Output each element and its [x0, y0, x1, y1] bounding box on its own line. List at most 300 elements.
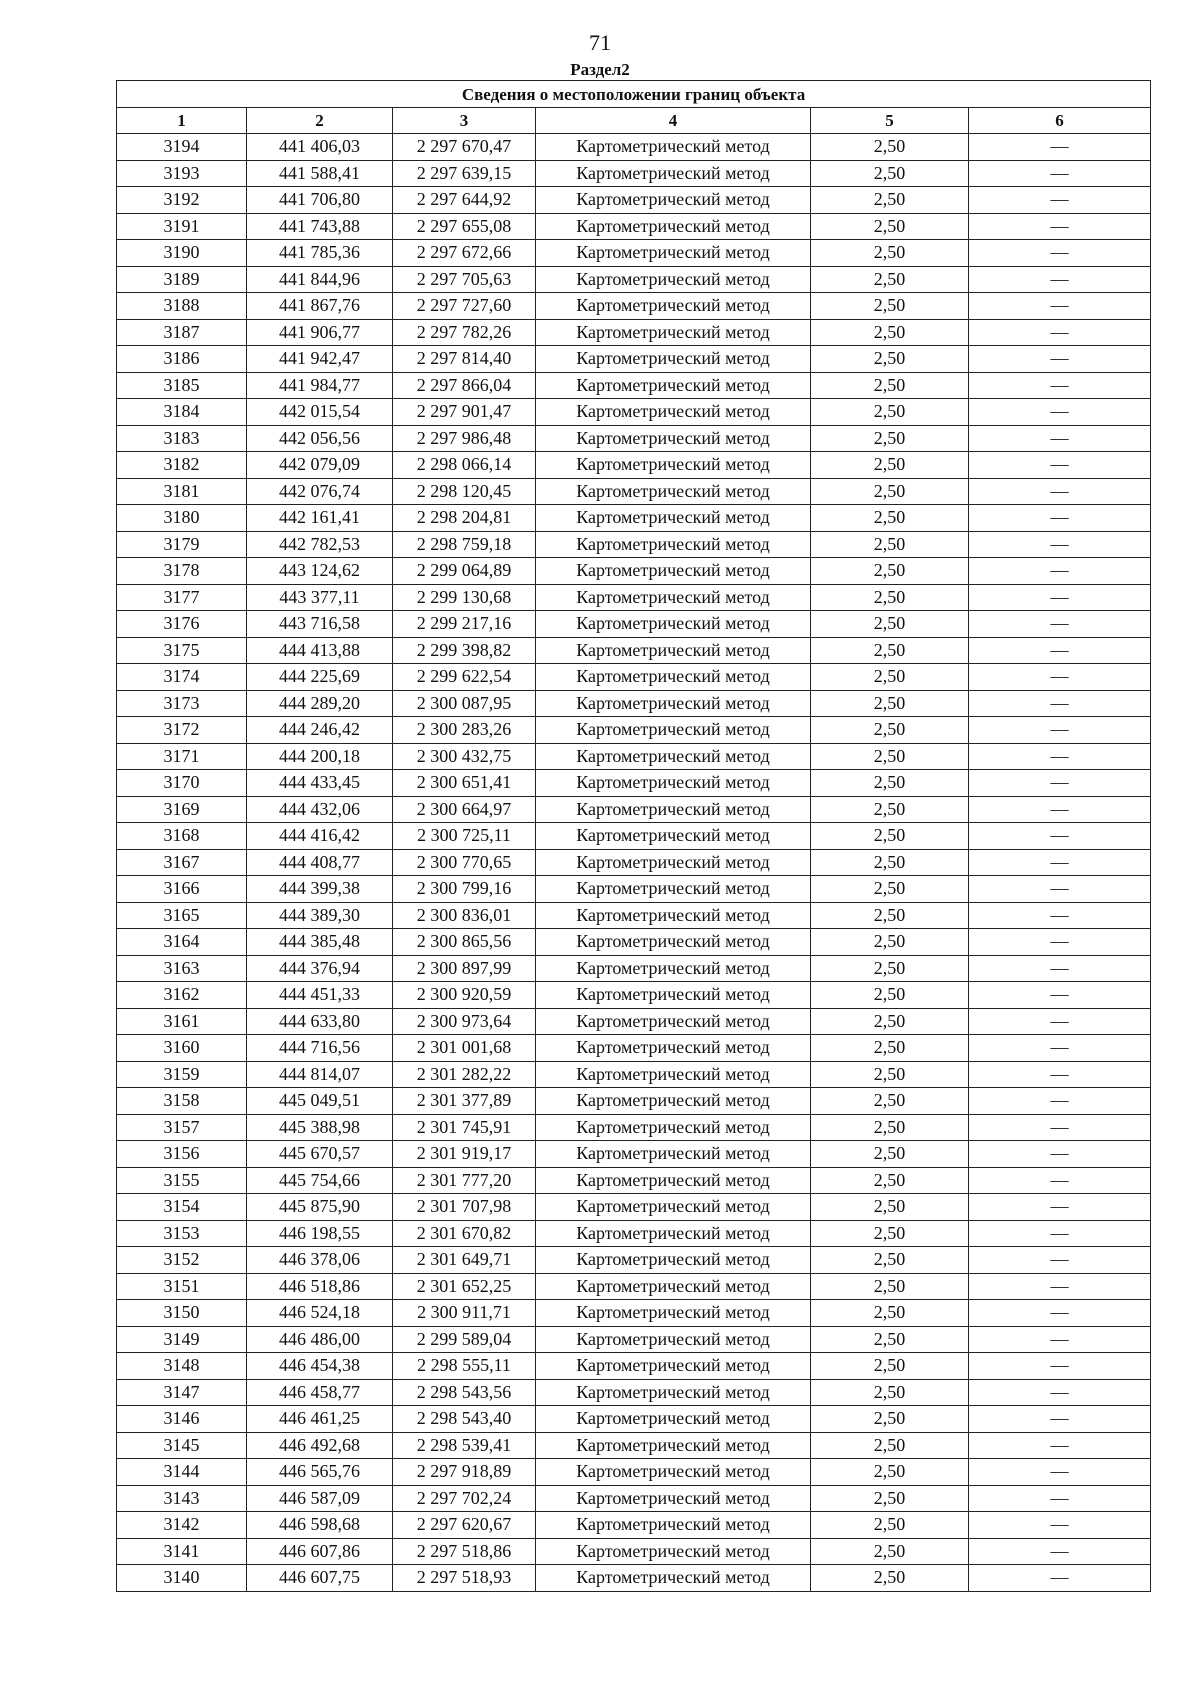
- description-cell: —: [969, 1247, 1151, 1274]
- table-row: [117, 955, 1151, 982]
- x-coordinate-cell: 445 670,57: [247, 1141, 393, 1168]
- method-cell: Картометрический метод: [536, 1273, 811, 1300]
- method-cell: Картометрический метод: [536, 1379, 811, 1406]
- point-number-cell: 3147: [117, 1379, 247, 1406]
- description-cell: —: [969, 849, 1151, 876]
- x-coordinate-cell: 446 454,38: [247, 1353, 393, 1380]
- y-coordinate-cell: 2 300 087,95: [393, 690, 536, 717]
- description-cell: —: [969, 1220, 1151, 1247]
- table-row: [117, 319, 1151, 346]
- y-coordinate-cell: 2 301 919,17: [393, 1141, 536, 1168]
- x-coordinate-cell: 446 492,68: [247, 1432, 393, 1459]
- method-cell: Картометрический метод: [536, 160, 811, 187]
- x-coordinate-cell: 446 378,06: [247, 1247, 393, 1274]
- y-coordinate-cell: 2 301 777,20: [393, 1167, 536, 1194]
- y-coordinate-cell: 2 300 836,01: [393, 902, 536, 929]
- point-number-cell: 3157: [117, 1114, 247, 1141]
- y-coordinate-cell: 2 297 901,47: [393, 399, 536, 426]
- point-number-cell: 3186: [117, 346, 247, 373]
- table-row: [117, 452, 1151, 479]
- description-cell: —: [969, 558, 1151, 585]
- accuracy-cell: 2,50: [811, 372, 969, 399]
- accuracy-cell: 2,50: [811, 1220, 969, 1247]
- table-row: [117, 346, 1151, 373]
- accuracy-cell: 2,50: [811, 1565, 969, 1592]
- y-coordinate-cell: 2 300 432,75: [393, 743, 536, 770]
- description-cell: —: [969, 1194, 1151, 1221]
- method-cell: Картометрический метод: [536, 1088, 811, 1115]
- y-coordinate-cell: 2 301 670,82: [393, 1220, 536, 1247]
- point-number-cell: 3194: [117, 134, 247, 161]
- y-coordinate-cell: 2 300 973,64: [393, 1008, 536, 1035]
- point-number-cell: 3175: [117, 637, 247, 664]
- table-caption-row: [117, 81, 1151, 108]
- y-coordinate-cell: 2 297 866,04: [393, 372, 536, 399]
- accuracy-cell: 2,50: [811, 664, 969, 691]
- table-row: [117, 1353, 1151, 1380]
- table-row: [117, 1432, 1151, 1459]
- description-cell: —: [969, 770, 1151, 797]
- point-number-cell: 3185: [117, 372, 247, 399]
- accuracy-cell: 2,50: [811, 849, 969, 876]
- method-cell: Картометрический метод: [536, 346, 811, 373]
- point-number-cell: 3173: [117, 690, 247, 717]
- y-coordinate-cell: 2 300 799,16: [393, 876, 536, 903]
- column-number: 3: [393, 108, 536, 134]
- accuracy-cell: 2,50: [811, 293, 969, 320]
- x-coordinate-cell: 444 413,88: [247, 637, 393, 664]
- accuracy-cell: 2,50: [811, 1326, 969, 1353]
- accuracy-cell: 2,50: [811, 1379, 969, 1406]
- method-cell: Картометрический метод: [536, 1167, 811, 1194]
- accuracy-cell: 2,50: [811, 1406, 969, 1433]
- point-number-cell: 3148: [117, 1353, 247, 1380]
- x-coordinate-cell: 442 056,56: [247, 425, 393, 452]
- point-number-cell: 3169: [117, 796, 247, 823]
- method-cell: Картометрический метод: [536, 717, 811, 744]
- x-coordinate-cell: 442 015,54: [247, 399, 393, 426]
- accuracy-cell: 2,50: [811, 425, 969, 452]
- method-cell: Картометрический метод: [536, 399, 811, 426]
- table-row: [117, 690, 1151, 717]
- page-number: 71: [589, 30, 611, 55]
- point-number-cell: 3193: [117, 160, 247, 187]
- accuracy-cell: 2,50: [811, 1353, 969, 1380]
- column-number: 4: [536, 108, 811, 134]
- point-number-cell: 3179: [117, 531, 247, 558]
- accuracy-cell: 2,50: [811, 1273, 969, 1300]
- description-cell: —: [969, 1538, 1151, 1565]
- table-row: [117, 1565, 1151, 1592]
- accuracy-cell: 2,50: [811, 902, 969, 929]
- y-coordinate-cell: 2 297 670,47: [393, 134, 536, 161]
- x-coordinate-cell: 444 376,94: [247, 955, 393, 982]
- accuracy-cell: 2,50: [811, 1035, 969, 1062]
- y-coordinate-cell: 2 297 918,89: [393, 1459, 536, 1486]
- x-coordinate-cell: 446 518,86: [247, 1273, 393, 1300]
- point-number-cell: 3166: [117, 876, 247, 903]
- point-number-cell: 3141: [117, 1538, 247, 1565]
- x-coordinate-cell: 443 716,58: [247, 611, 393, 638]
- table-row: [117, 717, 1151, 744]
- x-coordinate-cell: 444 451,33: [247, 982, 393, 1009]
- description-cell: —: [969, 717, 1151, 744]
- x-coordinate-cell: 444 399,38: [247, 876, 393, 903]
- point-number-cell: 3183: [117, 425, 247, 452]
- table-row: [117, 929, 1151, 956]
- method-cell: Картометрический метод: [536, 1114, 811, 1141]
- description-cell: —: [969, 372, 1151, 399]
- table-row: [117, 1538, 1151, 1565]
- x-coordinate-cell: 444 814,07: [247, 1061, 393, 1088]
- method-cell: Картометрический метод: [536, 293, 811, 320]
- table-row: [117, 160, 1151, 187]
- x-coordinate-cell: 446 461,25: [247, 1406, 393, 1433]
- description-cell: —: [969, 1485, 1151, 1512]
- point-number-cell: 3168: [117, 823, 247, 850]
- description-cell: —: [969, 1273, 1151, 1300]
- x-coordinate-cell: 446 458,77: [247, 1379, 393, 1406]
- method-cell: Картометрический метод: [536, 1220, 811, 1247]
- point-number-cell: 3150: [117, 1300, 247, 1327]
- table-row: [117, 240, 1151, 267]
- point-number-cell: 3188: [117, 293, 247, 320]
- method-cell: Картометрический метод: [536, 1459, 811, 1486]
- table-row: [117, 266, 1151, 293]
- accuracy-cell: 2,50: [811, 1300, 969, 1327]
- y-coordinate-cell: 2 297 672,66: [393, 240, 536, 267]
- y-coordinate-cell: 2 299 217,16: [393, 611, 536, 638]
- description-cell: —: [969, 1061, 1151, 1088]
- method-cell: Картометрический метод: [536, 1406, 811, 1433]
- table-row: [117, 743, 1151, 770]
- table-row: [117, 849, 1151, 876]
- x-coordinate-cell: 442 782,53: [247, 531, 393, 558]
- point-number-cell: 3143: [117, 1485, 247, 1512]
- y-coordinate-cell: 2 301 282,22: [393, 1061, 536, 1088]
- x-coordinate-cell: 446 587,09: [247, 1485, 393, 1512]
- method-cell: Картометрический метод: [536, 929, 811, 956]
- method-cell: Картометрический метод: [536, 1008, 811, 1035]
- table-row: [117, 664, 1151, 691]
- table-row: [117, 1300, 1151, 1327]
- accuracy-cell: 2,50: [811, 743, 969, 770]
- method-cell: Картометрический метод: [536, 1141, 811, 1168]
- y-coordinate-cell: 2 297 702,24: [393, 1485, 536, 1512]
- y-coordinate-cell: 2 298 543,40: [393, 1406, 536, 1433]
- x-coordinate-cell: 445 754,66: [247, 1167, 393, 1194]
- accuracy-cell: 2,50: [811, 399, 969, 426]
- point-number-cell: 3154: [117, 1194, 247, 1221]
- x-coordinate-cell: 444 385,48: [247, 929, 393, 956]
- table-row: [117, 1035, 1151, 1062]
- accuracy-cell: 2,50: [811, 717, 969, 744]
- point-number-cell: 3176: [117, 611, 247, 638]
- table-row: [117, 1459, 1151, 1486]
- method-cell: Картометрический метод: [536, 1353, 811, 1380]
- accuracy-cell: 2,50: [811, 1088, 969, 1115]
- y-coordinate-cell: 2 301 649,71: [393, 1247, 536, 1274]
- accuracy-cell: 2,50: [811, 266, 969, 293]
- y-coordinate-cell: 2 297 620,67: [393, 1512, 536, 1539]
- x-coordinate-cell: 446 607,75: [247, 1565, 393, 1592]
- accuracy-cell: 2,50: [811, 1432, 969, 1459]
- accuracy-cell: 2,50: [811, 134, 969, 161]
- method-cell: Картометрический метод: [536, 770, 811, 797]
- column-number: 1: [117, 108, 247, 134]
- method-cell: Картометрический метод: [536, 584, 811, 611]
- description-cell: —: [969, 1088, 1151, 1115]
- description-cell: —: [969, 876, 1151, 903]
- table-body: [117, 134, 1151, 1592]
- y-coordinate-cell: 2 299 398,82: [393, 637, 536, 664]
- table-row: [117, 1512, 1151, 1539]
- x-coordinate-cell: 446 524,18: [247, 1300, 393, 1327]
- accuracy-cell: 2,50: [811, 1114, 969, 1141]
- y-coordinate-cell: 2 298 120,45: [393, 478, 536, 505]
- point-number-cell: 3189: [117, 266, 247, 293]
- method-cell: Картометрический метод: [536, 1061, 811, 1088]
- description-cell: —: [969, 1353, 1151, 1380]
- description-cell: —: [969, 1035, 1151, 1062]
- y-coordinate-cell: 2 297 518,86: [393, 1538, 536, 1565]
- y-coordinate-cell: 2 298 539,41: [393, 1432, 536, 1459]
- method-cell: Картометрический метод: [536, 955, 811, 982]
- point-number-cell: 3165: [117, 902, 247, 929]
- point-number-cell: 3153: [117, 1220, 247, 1247]
- accuracy-cell: 2,50: [811, 929, 969, 956]
- x-coordinate-cell: 444 225,69: [247, 664, 393, 691]
- table-row: [117, 982, 1151, 1009]
- point-number-cell: 3184: [117, 399, 247, 426]
- method-cell: Картометрический метод: [536, 531, 811, 558]
- method-cell: Картометрический метод: [536, 452, 811, 479]
- method-cell: Картометрический метод: [536, 690, 811, 717]
- accuracy-cell: 2,50: [811, 558, 969, 585]
- method-cell: Картометрический метод: [536, 1194, 811, 1221]
- y-coordinate-cell: 2 297 639,15: [393, 160, 536, 187]
- x-coordinate-cell: 441 942,47: [247, 346, 393, 373]
- accuracy-cell: 2,50: [811, 478, 969, 505]
- x-coordinate-cell: 442 161,41: [247, 505, 393, 532]
- y-coordinate-cell: 2 297 782,26: [393, 319, 536, 346]
- table-row: [117, 584, 1151, 611]
- point-number-cell: 3146: [117, 1406, 247, 1433]
- description-cell: —: [969, 266, 1151, 293]
- y-coordinate-cell: 2 300 897,99: [393, 955, 536, 982]
- point-number-cell: 3163: [117, 955, 247, 982]
- table-row: [117, 1247, 1151, 1274]
- accuracy-cell: 2,50: [811, 213, 969, 240]
- y-coordinate-cell: 2 298 204,81: [393, 505, 536, 532]
- accuracy-cell: 2,50: [811, 240, 969, 267]
- point-number-cell: 3156: [117, 1141, 247, 1168]
- method-cell: Картометрический метод: [536, 240, 811, 267]
- point-number-cell: 3192: [117, 187, 247, 214]
- x-coordinate-cell: 441 844,96: [247, 266, 393, 293]
- y-coordinate-cell: 2 300 283,26: [393, 717, 536, 744]
- x-coordinate-cell: 445 388,98: [247, 1114, 393, 1141]
- accuracy-cell: 2,50: [811, 1512, 969, 1539]
- method-cell: Картометрический метод: [536, 1512, 811, 1539]
- point-number-cell: 3171: [117, 743, 247, 770]
- point-number-cell: 3170: [117, 770, 247, 797]
- method-cell: Картометрический метод: [536, 902, 811, 929]
- x-coordinate-cell: 442 076,74: [247, 478, 393, 505]
- description-cell: —: [969, 637, 1151, 664]
- accuracy-cell: 2,50: [811, 187, 969, 214]
- x-coordinate-cell: 444 289,20: [247, 690, 393, 717]
- column-number: 2: [247, 108, 393, 134]
- accuracy-cell: 2,50: [811, 955, 969, 982]
- table-row: [117, 531, 1151, 558]
- description-cell: —: [969, 1512, 1151, 1539]
- method-cell: Картометрический метод: [536, 1485, 811, 1512]
- point-number-cell: 3160: [117, 1035, 247, 1062]
- x-coordinate-cell: 441 906,77: [247, 319, 393, 346]
- point-number-cell: 3152: [117, 1247, 247, 1274]
- table-row: [117, 293, 1151, 320]
- table-row: [117, 902, 1151, 929]
- table-row: [117, 611, 1151, 638]
- description-cell: —: [969, 319, 1151, 346]
- y-coordinate-cell: 2 300 911,71: [393, 1300, 536, 1327]
- table-row: [117, 213, 1151, 240]
- accuracy-cell: 2,50: [811, 452, 969, 479]
- method-cell: Картометрический метод: [536, 372, 811, 399]
- table-row: [117, 1141, 1151, 1168]
- description-cell: —: [969, 452, 1151, 479]
- point-number-cell: 3140: [117, 1565, 247, 1592]
- accuracy-cell: 2,50: [811, 531, 969, 558]
- method-cell: Картометрический метод: [536, 637, 811, 664]
- table-row: [117, 1008, 1151, 1035]
- x-coordinate-cell: 443 124,62: [247, 558, 393, 585]
- description-cell: —: [969, 478, 1151, 505]
- y-coordinate-cell: 2 297 644,92: [393, 187, 536, 214]
- x-coordinate-cell: 445 875,90: [247, 1194, 393, 1221]
- point-number-cell: 3187: [117, 319, 247, 346]
- x-coordinate-cell: 443 377,11: [247, 584, 393, 611]
- accuracy-cell: 2,50: [811, 505, 969, 532]
- point-number-cell: 3162: [117, 982, 247, 1009]
- description-cell: —: [969, 1300, 1151, 1327]
- description-cell: —: [969, 611, 1151, 638]
- x-coordinate-cell: 444 416,42: [247, 823, 393, 850]
- accuracy-cell: 2,50: [811, 1485, 969, 1512]
- y-coordinate-cell: 2 301 001,68: [393, 1035, 536, 1062]
- table-caption: Сведения о местоположении границ объекта: [117, 81, 1151, 108]
- table-row: [117, 187, 1151, 214]
- x-coordinate-cell: 444 433,45: [247, 770, 393, 797]
- description-cell: —: [969, 1114, 1151, 1141]
- description-cell: —: [969, 1167, 1151, 1194]
- method-cell: Картометрический метод: [536, 1247, 811, 1274]
- accuracy-cell: 2,50: [811, 823, 969, 850]
- column-number: 6: [969, 108, 1151, 134]
- table-row: [117, 134, 1151, 161]
- point-number-cell: 3180: [117, 505, 247, 532]
- y-coordinate-cell: 2 300 664,97: [393, 796, 536, 823]
- description-cell: —: [969, 929, 1151, 956]
- x-coordinate-cell: 446 598,68: [247, 1512, 393, 1539]
- table-row: [117, 1379, 1151, 1406]
- section-title: Раздел2: [570, 60, 630, 79]
- x-coordinate-cell: 444 432,06: [247, 796, 393, 823]
- description-cell: —: [969, 134, 1151, 161]
- accuracy-cell: 2,50: [811, 637, 969, 664]
- description-cell: —: [969, 690, 1151, 717]
- description-cell: —: [969, 293, 1151, 320]
- description-cell: —: [969, 902, 1151, 929]
- description-cell: —: [969, 346, 1151, 373]
- point-number-cell: 3167: [117, 849, 247, 876]
- point-number-cell: 3178: [117, 558, 247, 585]
- x-coordinate-cell: 445 049,51: [247, 1088, 393, 1115]
- table-row: [117, 1273, 1151, 1300]
- method-cell: Картометрический метод: [536, 849, 811, 876]
- description-cell: —: [969, 955, 1151, 982]
- method-cell: Картометрический метод: [536, 1432, 811, 1459]
- description-cell: —: [969, 505, 1151, 532]
- accuracy-cell: 2,50: [811, 1459, 969, 1486]
- accuracy-cell: 2,50: [811, 346, 969, 373]
- point-number-cell: 3144: [117, 1459, 247, 1486]
- method-cell: Картометрический метод: [536, 213, 811, 240]
- point-number-cell: 3142: [117, 1512, 247, 1539]
- accuracy-cell: 2,50: [811, 1167, 969, 1194]
- x-coordinate-cell: 442 079,09: [247, 452, 393, 479]
- description-cell: —: [969, 584, 1151, 611]
- point-number-cell: 3159: [117, 1061, 247, 1088]
- y-coordinate-cell: 2 298 759,18: [393, 531, 536, 558]
- table-row: [117, 1194, 1151, 1221]
- method-cell: Картометрический метод: [536, 664, 811, 691]
- description-cell: —: [969, 213, 1151, 240]
- method-cell: Картометрический метод: [536, 743, 811, 770]
- table-row: [117, 1406, 1151, 1433]
- point-number-cell: 3177: [117, 584, 247, 611]
- table-row: [117, 637, 1151, 664]
- y-coordinate-cell: 2 297 655,08: [393, 213, 536, 240]
- method-cell: Картометрический метод: [536, 505, 811, 532]
- table-row: [117, 558, 1151, 585]
- x-coordinate-cell: 441 743,88: [247, 213, 393, 240]
- boundary-coordinates-table: [116, 80, 1151, 1592]
- table-row: [117, 1220, 1151, 1247]
- accuracy-cell: 2,50: [811, 584, 969, 611]
- accuracy-cell: 2,50: [811, 160, 969, 187]
- table-row: [117, 770, 1151, 797]
- table-row: [117, 1061, 1151, 1088]
- table-row: [117, 425, 1151, 452]
- accuracy-cell: 2,50: [811, 1061, 969, 1088]
- x-coordinate-cell: 446 607,86: [247, 1538, 393, 1565]
- x-coordinate-cell: 441 867,76: [247, 293, 393, 320]
- y-coordinate-cell: 2 300 651,41: [393, 770, 536, 797]
- method-cell: Картометрический метод: [536, 611, 811, 638]
- method-cell: Картометрический метод: [536, 478, 811, 505]
- method-cell: Картометрический метод: [536, 982, 811, 1009]
- description-cell: —: [969, 1459, 1151, 1486]
- description-cell: —: [969, 1406, 1151, 1433]
- table-row: [117, 1326, 1151, 1353]
- point-number-cell: 3155: [117, 1167, 247, 1194]
- method-cell: Картометрический метод: [536, 1565, 811, 1592]
- accuracy-cell: 2,50: [811, 1247, 969, 1274]
- method-cell: Картометрический метод: [536, 187, 811, 214]
- y-coordinate-cell: 2 298 555,11: [393, 1353, 536, 1380]
